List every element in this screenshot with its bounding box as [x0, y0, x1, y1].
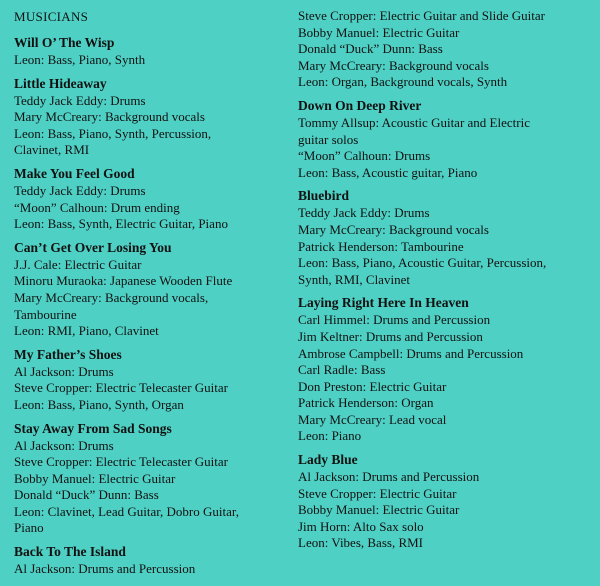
song-title: My Father’s Shoes: [14, 346, 122, 362]
credit-line: Steve Cropper: Electric Guitar: [298, 485, 457, 501]
credit-line: Synth, RMI, Clavinet: [298, 271, 410, 287]
credit-line: Teddy Jack Eddy: Drums: [14, 92, 146, 108]
song-title: Back To The Island: [14, 544, 126, 560]
credit-line: Leon: Organ, Background vocals, Synth: [298, 74, 508, 90]
credit-line: Mary McCreary: Background vocals: [298, 221, 489, 237]
credit-line: Leon: Bass, Acoustic guitar, Piano: [298, 164, 478, 180]
song-block-continued: [298, 8, 598, 91]
credit-line: Al Jackson: Drums: [14, 437, 114, 453]
credit-line: Carl Radle: Bass: [298, 362, 386, 378]
song-block: [14, 35, 294, 69]
credit-line: Jim Keltner: Drums and Percussion: [298, 328, 483, 344]
song-block: [298, 452, 598, 552]
song-block: [14, 421, 294, 538]
credit-line: Leon: Bass, Piano, Acoustic Guitar, Percussion,: [298, 255, 547, 271]
credit-line: Steve Cropper: Electric Telecaster Guitar: [14, 454, 228, 470]
song-title: Bluebird: [298, 188, 350, 204]
credit-line: Steve Cropper: Electric Telecaster Guitar: [14, 380, 228, 396]
credit-line: “Moon” Calhoun: Drums: [298, 148, 431, 164]
credit-line: Jim Horn: Alto Sax solo: [298, 518, 424, 534]
credit-line: Mary McCreary: Lead vocal: [298, 411, 447, 427]
song-block: [14, 76, 294, 159]
credit-line: Mary McCreary: Background vocals: [298, 57, 489, 73]
credit-line: Clavinet, RMI: [14, 142, 90, 158]
credit-line: Patrick Henderson: Organ: [298, 395, 434, 411]
credit-line: J.J. Cale: Electric Guitar: [14, 256, 142, 272]
song-block: [298, 98, 598, 181]
credit-line: Al Jackson: Drums and Percussion: [298, 469, 480, 485]
credit-line: Piano: [14, 520, 44, 536]
credit-line: Bobby Manuel: Electric Guitar: [298, 502, 460, 518]
credit-line: Leon: Piano: [298, 428, 362, 444]
song-title: Little Hideaway: [14, 75, 107, 91]
credit-line: Don Preston: Electric Guitar: [298, 378, 447, 394]
credit-line: Teddy Jack Eddy: Drums: [298, 205, 430, 221]
credit-line: Al Jackson: Drums: [14, 363, 114, 379]
song-title: Can’t Get Over Losing You: [14, 239, 172, 255]
song-block: [298, 295, 598, 445]
song-title: Down On Deep River: [298, 97, 422, 113]
credit-line: Bobby Manuel: Electric Guitar: [298, 24, 460, 40]
credit-line: Steve Cropper: Electric Guitar and Slide Guitar: [298, 8, 545, 23]
credit-line: Carl Himmel: Drums and Percussion: [298, 312, 491, 328]
credit-line: Teddy Jack Eddy: Drums: [14, 182, 146, 198]
credit-line: Bobby Manuel: Electric Guitar: [14, 470, 176, 486]
credit-line: Leon: Clavinet, Lead Guitar, Dobro Guitar,: [14, 503, 239, 519]
credit-line: “Moon” Calhoun: Drum ending: [14, 199, 180, 215]
credit-line: Mary McCreary: Background vocals: [14, 109, 205, 125]
musicians-header: MUSICIANS: [14, 9, 89, 24]
song-title: Will O’ The Wisp: [14, 35, 115, 50]
left-column: [14, 8, 294, 585]
song-block: [14, 544, 294, 578]
right-column: [298, 8, 598, 559]
credit-line: Mary McCreary: Background vocals,: [14, 289, 209, 305]
credit-line: Leon: Vibes, Bass, RMI: [298, 535, 424, 551]
credit-line: Donald “Duck” Dunn: Bass: [14, 487, 159, 503]
credit-line: Donald “Duck” Dunn: Bass: [298, 41, 443, 57]
song-title: Laying Right Here In Heaven: [298, 295, 469, 311]
credit-line: Tommy Allsup: Acoustic Guitar and Electric: [298, 114, 530, 130]
song-title: Stay Away From Sad Songs: [14, 420, 172, 436]
credit-line: Leon: Bass, Piano, Synth: [14, 52, 146, 67]
credit-line: Al Jackson: Drums and Percussion: [14, 561, 196, 577]
song-block: [14, 240, 294, 340]
song-title: Make You Feel Good: [14, 165, 135, 181]
credit-line: Leon: Bass, Piano, Synth, Percussion,: [14, 125, 212, 141]
credit-line: Tambourine: [14, 306, 77, 322]
song-block: [14, 166, 294, 233]
credit-line: guitar solos: [298, 131, 359, 147]
song-block: [298, 188, 598, 288]
credit-line: Ambrose Campbell: Drums and Percussion: [298, 345, 524, 361]
credit-line: Leon: Bass, Piano, Synth, Organ: [14, 396, 184, 412]
song-block: [14, 347, 294, 414]
credit-line: Minoru Muraoka: Japanese Wooden Flute: [14, 273, 233, 289]
song-title: Lady Blue: [298, 452, 358, 468]
credit-line: Leon: Bass, Synth, Electric Guitar, Piano: [14, 216, 228, 232]
credit-line: Leon: RMI, Piano, Clavinet: [14, 323, 159, 339]
credit-line: Patrick Henderson: Tambourine: [298, 238, 464, 254]
